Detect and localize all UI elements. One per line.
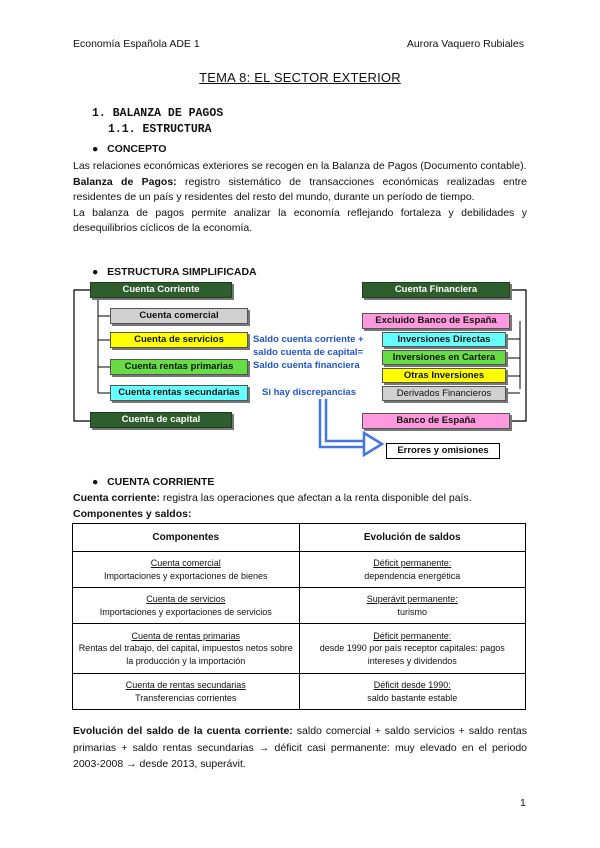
saldo-line-2: saldo cuenta de capital= — [253, 347, 364, 358]
cc-p1-rest: registra las operaciones que afectan a la renta disponible del país. — [159, 492, 472, 504]
table-header-row — [73, 524, 526, 552]
evolucion-bold: Evolución del saldo de la cuenta corriente: — [73, 725, 293, 737]
page-number: 1 — [520, 797, 526, 809]
table-cell — [73, 588, 300, 624]
table-row — [73, 624, 526, 674]
cell-desc: desde 1990 por país receptor capitales: pagos intereses y dividendos — [319, 643, 505, 666]
bullet-concepto-label: CONCEPTO — [107, 143, 167, 155]
box-cuenta-capital: Cuenta de capital — [90, 412, 232, 428]
table-cell — [299, 588, 526, 624]
concepto-p1: Las relaciones económicas exteriores se recogen en la Balanza de Pagos (Documento contable). — [73, 160, 527, 172]
box-inversiones-cartera: Inversiones en Cartera — [382, 350, 506, 365]
cell-title: Cuenta de servicios — [146, 594, 226, 604]
header-right: Aurora Vaquero Rubiales — [406, 38, 524, 50]
saldo-line-1: Saldo cuenta corriente + — [253, 334, 364, 345]
cc-p1-bold: Cuenta corriente: — [73, 492, 160, 504]
box-cuenta-servicios: Cuenta de servicios — [110, 332, 248, 348]
cell-desc: dependencia energética — [364, 570, 461, 581]
header-left: Economía Española ADE 1 — [73, 38, 200, 50]
concepto-p2 — [73, 175, 527, 206]
box-cuenta-corriente: Cuenta Corriente — [90, 282, 232, 298]
box-cuenta-comercial: Cuenta comercial — [110, 308, 248, 324]
componentes-table — [72, 523, 526, 710]
cell-title: Déficit permanente: — [373, 558, 452, 568]
table-cell — [299, 674, 526, 710]
table-cell — [73, 674, 300, 710]
concepto-p2-rest: registro sistemático de transacciones económicas realizadas entre residentes de un país y residentes del resto del mundo, durante un período de tiempo. — [73, 175, 528, 203]
cell-desc: Importaciones y exportaciones de bienes — [103, 570, 268, 581]
box-otras-inversiones: Otras Inversiones — [382, 368, 506, 383]
box-derivados: Derivados Financieros — [382, 386, 506, 401]
table-header: Componentes — [73, 524, 300, 552]
table-cell — [73, 552, 300, 588]
subsection-heading: 1.1. ESTRUCTURA — [108, 123, 212, 136]
cell-title: Cuenta comercial — [150, 558, 221, 568]
box-excluido-banco: Excluido Banco de España — [362, 313, 510, 329]
cc-p1 — [73, 491, 527, 507]
box-cuenta-financiera: Cuenta Financiera — [362, 282, 510, 298]
cell-desc: Importaciones y exportaciones de servicios — [99, 606, 272, 617]
box-banco-espana: Banco de España — [362, 413, 510, 429]
cell-desc: Rentas del trabajo, del capital, impuestos netos sobre la producción y la importación — [78, 643, 293, 666]
evolucion-rest: saldo comercial + saldo servicios + saldo rentas primarias + saldo rentas secundarias → déficit casi permanente: muy elevado en el periodo 2003-2008 → desde 2013, superávit. — [73, 725, 528, 770]
cell-title: Déficit desde 1990: — [373, 680, 451, 690]
section-heading: 1. BALANZA DE PAGOS — [92, 107, 224, 120]
cell-desc: turismo — [397, 606, 427, 617]
evolucion-text — [73, 723, 527, 773]
table-cell — [299, 624, 526, 674]
cc-p2-bold: Componentes y saldos: — [73, 507, 192, 520]
bullet-estructura: ● ESTRUCTURA SIMPLIFICADA — [92, 266, 257, 278]
cc-p2 — [73, 507, 527, 523]
cell-title: Superávit permanente: — [366, 594, 458, 604]
bullet-estructura-label: ESTRUCTURA SIMPLIFICADA — [107, 266, 257, 278]
concepto-p3: La balanza de pagos permite analizar la economía reflejando fortaleza y debilidades y desequilibrios cíclicos de la economía. — [73, 206, 527, 234]
concepto-text — [73, 159, 527, 237]
box-errores-omisiones: Errores y omisiones — [386, 443, 500, 459]
concepto-p2-bold: Balanza de Pagos: — [73, 175, 177, 188]
saldo-line-3: Saldo cuenta financiera — [253, 360, 360, 371]
table-cell — [299, 552, 526, 588]
bullet-concepto: ● CONCEPTO — [92, 143, 167, 155]
box-inversiones-directas: Inversiones Directas — [382, 332, 506, 347]
table-row — [73, 552, 526, 588]
page-title: TEMA 8: EL SECTOR EXTERIOR — [199, 70, 401, 85]
saldo-equation — [253, 333, 371, 372]
table-row — [73, 588, 526, 624]
estructura-diagram — [70, 281, 530, 464]
cell-title: Cuenta de rentas primarias — [131, 630, 241, 641]
bullet-cuenta-corriente-label: CUENTA CORRIENTE — [107, 476, 215, 488]
box-rentas-primarias: Cuenta rentas primarias — [110, 359, 248, 375]
table-cell — [73, 624, 300, 674]
bullet-cuenta-corriente: ● CUENTA CORRIENTE — [92, 476, 215, 488]
box-rentas-secundarias: Cuenta rentas secundarias — [110, 385, 248, 401]
table-row — [73, 674, 526, 710]
discrepancias-label: Si hay discrepancias — [262, 387, 356, 398]
cell-title: Déficit permanente: — [373, 630, 452, 641]
cell-desc: Transferencias corrientes — [135, 692, 237, 703]
cuenta-corriente-text — [73, 491, 527, 522]
cell-desc: saldo bastante estable — [367, 692, 458, 703]
cell-title: Cuenta de rentas secundarias — [125, 680, 246, 690]
table-header: Evolución de saldos — [299, 524, 526, 552]
